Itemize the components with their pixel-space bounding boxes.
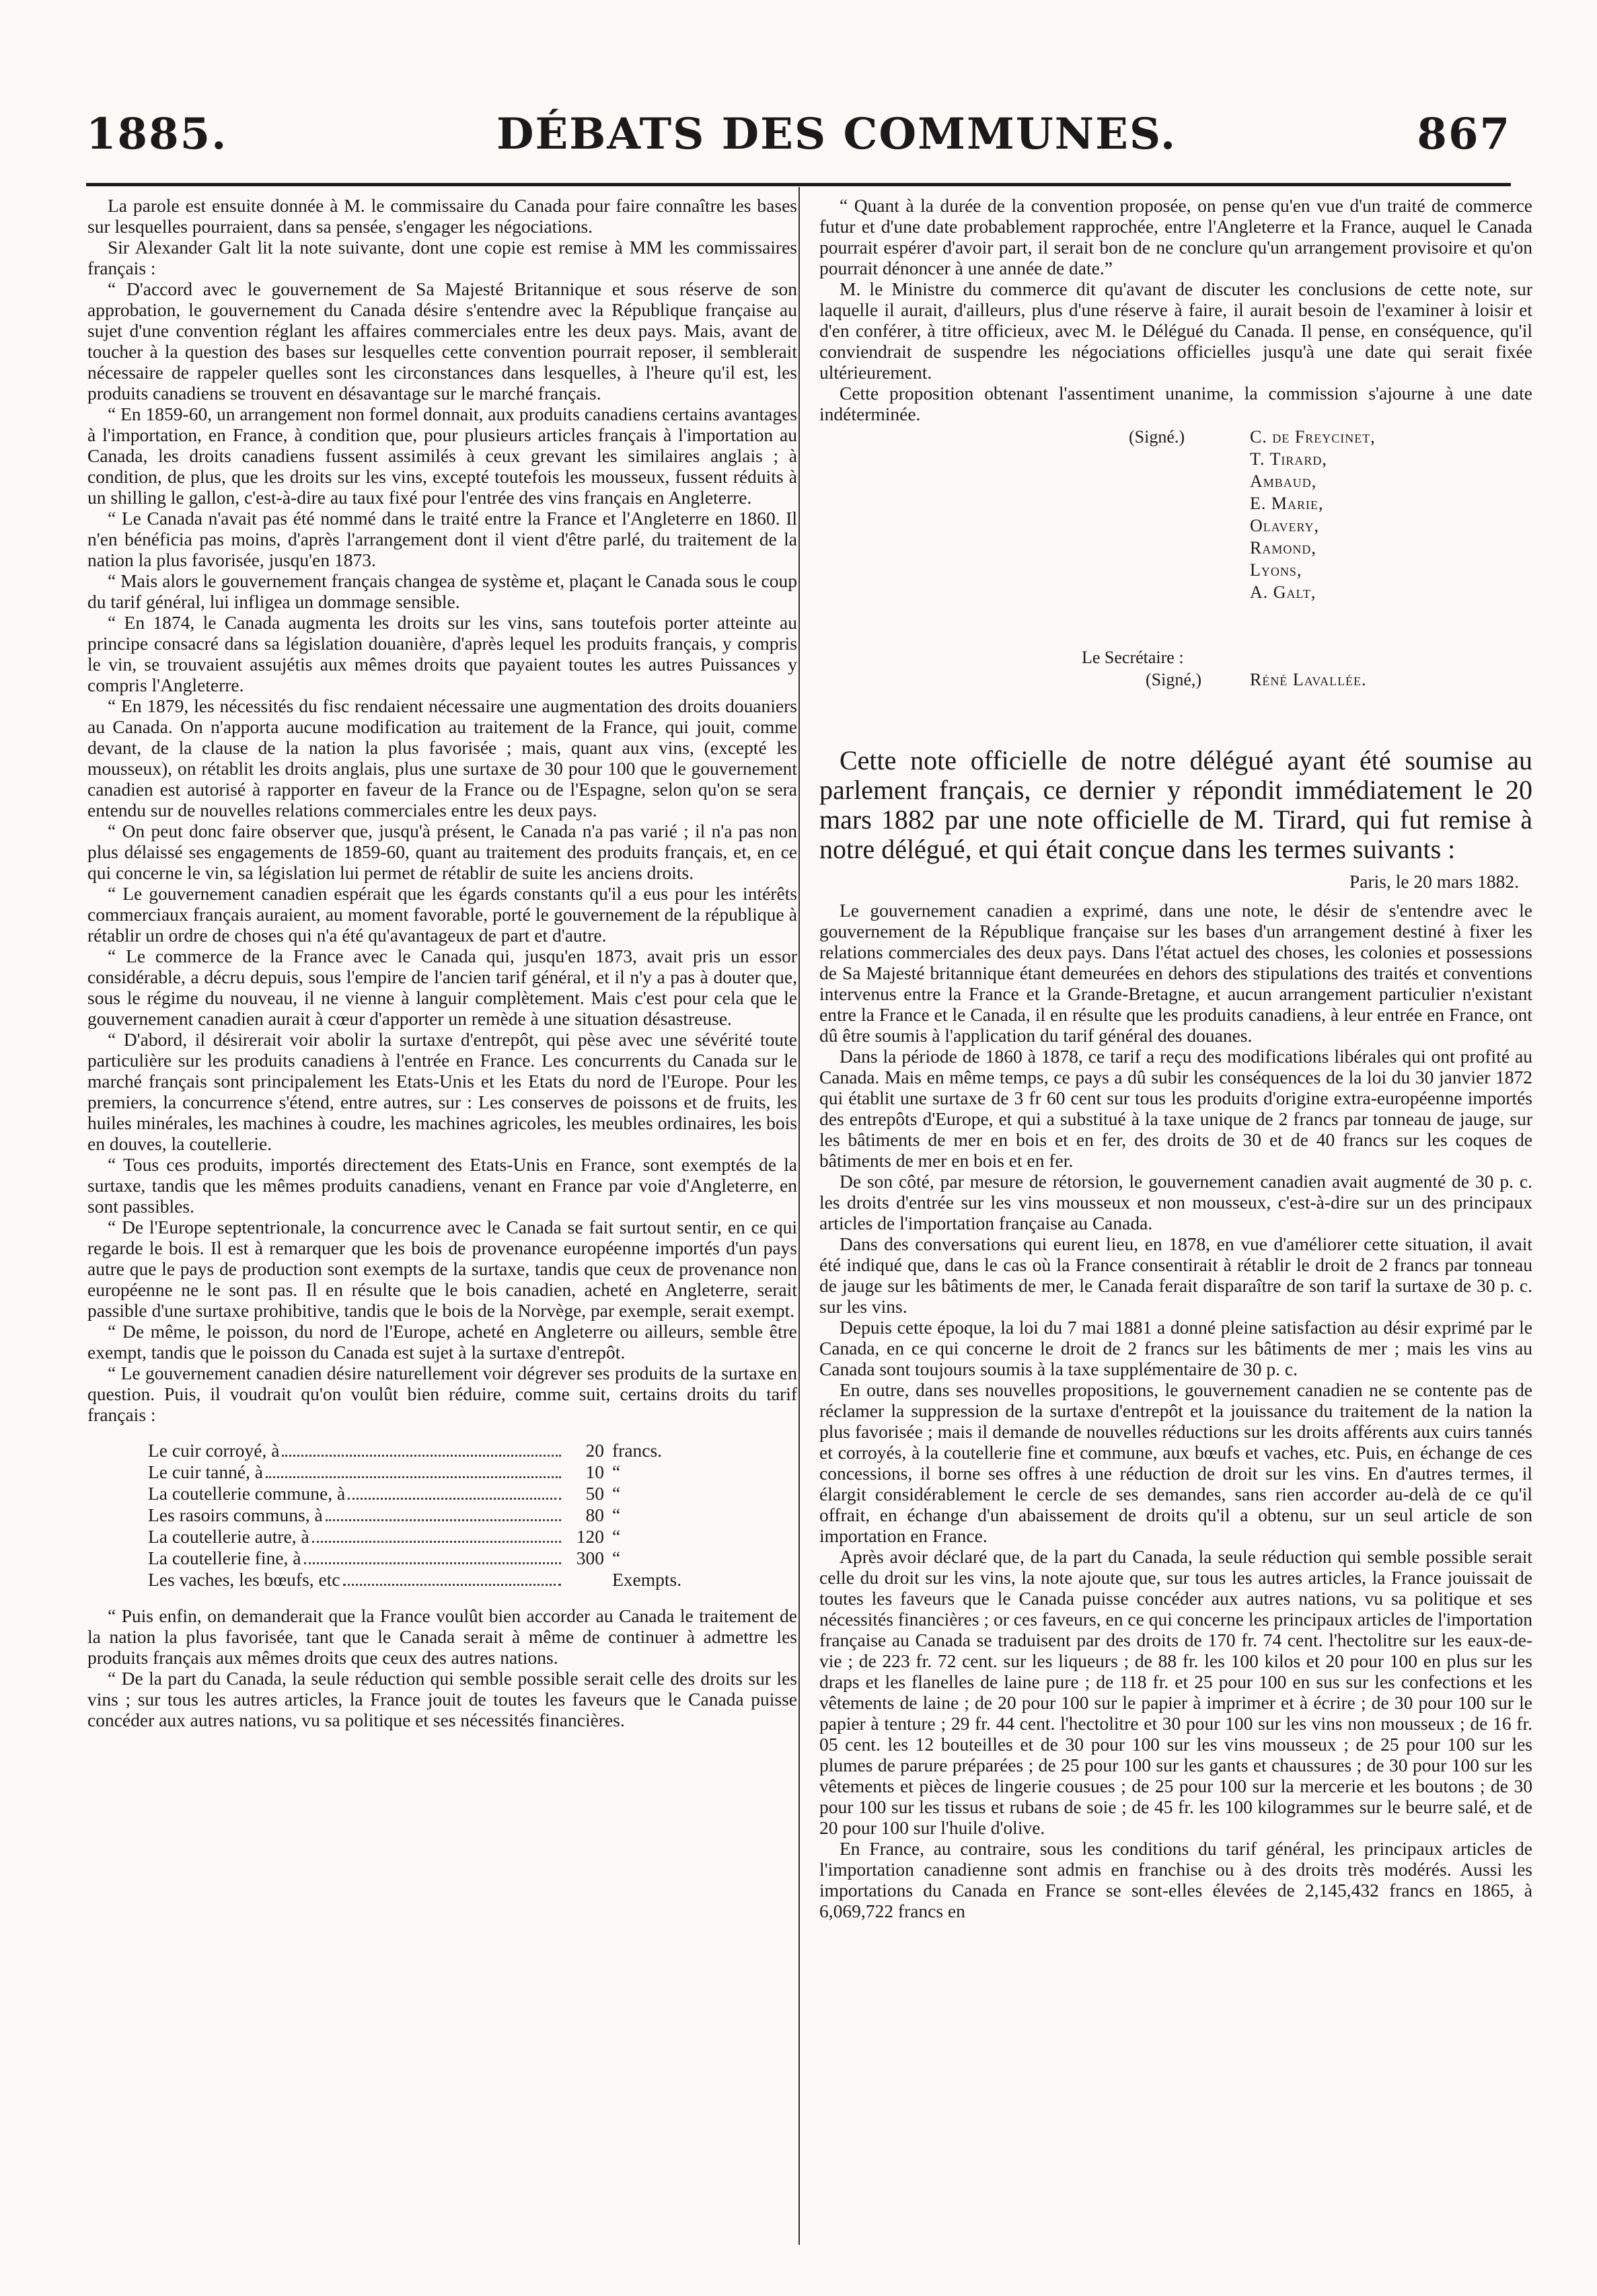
signatory-name: C. de Freycinet, xyxy=(1250,427,1376,447)
secretary-label: Le Secrétaire : xyxy=(1082,648,1184,667)
tariff-table xyxy=(148,1440,693,1591)
tariff-label: Les rasoirs communs, à xyxy=(148,1504,323,1525)
column-divider xyxy=(798,187,800,2245)
tariff-unit: “ xyxy=(612,1504,621,1525)
paragraph: “ De la part du Canada, la seule réduction qui semble possible serait celle des droits sur les vins ; sur tous les autres articles, la France jouit de toutes les faveurs que le Canada puisse concéder aux autres nations, vu sa politique et ses nécessités financières. xyxy=(87,1668,797,1730)
paragraph: “ D'accord avec le gouvernement de Sa Majesté Britannique et sous réserve de son approbation, le gouvernement du Canada désire s'entendre avec la République française au sujet d'une convention réglant les affaires commerciales entre les deux pays. Mais, avant de toucher à la question des bases sur lesquelles cette convention pourrait reposer, il semblerait nécessaire de rappeler quelles sont les circonstances dans lesquelles, à l'heure qu'il est, les produits canadiens se trouvent en désavantage sur le marché français. xyxy=(87,278,797,404)
tariff-label: Le cuir corroyé, à xyxy=(148,1440,280,1461)
paragraph: La parole est ensuite donnée à M. le commissaire du Canada pour faire connaître les bases sur lesquelles pourraient, dans sa pensée, s'engager les négociations. xyxy=(87,195,797,237)
tariff-unit: francs. xyxy=(612,1440,663,1461)
paragraph: “ Le gouvernement canadien espérait que les égards constants qu'il a eus pour les intérêts commerciaux français auraient, au moment favorable, porté le gouvernement de la république à rétablir un ordre de choses qui n'a été qu'avantageux de part et d'autre. xyxy=(87,883,797,946)
leader-dots xyxy=(326,1519,561,1521)
paragraph: “ En 1879, les nécessités du fisc rendaient nécessaire une augmentation des droits douaniers au Canada. On n'apporta aucune modification au traitement de la France, qui jouit, comme devant, de la clause de la nation la plus favorisée ; mais, quant aux vins, (excepté les mousseux), on rétablit les droits anglais, plus une surtaxe de 30 pour 100 que le gouvernement canadien est autorisé à rapporter en faveur de la France ou de l'Espagne, selon qu'on se sera entendu sur de nouvelles relations commerciales entre les deux pays. xyxy=(87,695,797,820)
tariff-unit: “ xyxy=(612,1461,621,1482)
signatory-name: Ambaud, xyxy=(1250,471,1317,491)
header-year: 1885. xyxy=(86,109,228,159)
paragraph: “ En 1874, le Canada augmenta les droits sur les vins, sans toutefois porter atteinte au principe consacré dans sa législation douanière, d'après lequel les produits français, y compris le vin, se trouvaient assujétis aux mêmes droits que payaient toutes les autres Puissances y compris l'Angleterre. xyxy=(87,612,797,695)
paragraph: Cette proposition obtenant l'assentiment unanime, la commission s'ajourne à une date indéterminée. xyxy=(819,383,1532,424)
paragraph: “ On peut donc faire observer que, jusqu'à présent, le Canada n'a pas varié ; il n'a pas non plus délaissé ses engagements de 1859-60, quant au traitement des produits français, et, en ce qui concerne le vin, sa législation lui permet de rétablir de suite les anciens droits. xyxy=(87,820,797,883)
paragraph: “ Le gouvernement canadien désire naturellement voir dégrever ses produits de la surtaxe en question. Puis, il voudrait qu'on voulût bien réduire, comme suit, certains droits du tarif français : xyxy=(87,1363,797,1425)
leader-dots xyxy=(304,1562,561,1564)
tariff-label: Les vaches, les bœufs, etc xyxy=(148,1569,340,1590)
left-column xyxy=(87,195,797,2266)
leader-dots xyxy=(282,1455,561,1457)
leader-dots xyxy=(348,1498,561,1500)
paragraph: “ Quant à la durée de la convention proposée, on pense qu'en vue d'un traité de commerce futur et d'une date probablement rapprochée, entre l'Angleterre et la France, auquel le Canada pourrait espérer d'avoir part, il serait bon de ne conclure qu'un arrangement provisoire et qu'on pourrait dénoncer à une année de date.” xyxy=(819,195,1532,278)
signatory-name: A. Galt, xyxy=(1250,582,1316,602)
paragraph: “ En 1859-60, un arrangement non formel donnait, aux produits canadiens certains avantages à l'importation, en France, à condition que, pour plusieurs articles français à l'importation au Canada, les droits canadiens fussent assimilés à ceux grevant les similaires anglais ; à condition, de plus, que les droits sur les vins, excepté toutefois les mousseux, fussent réduits à un shilling le gallon, c'est-à-dire au taux fixé pour l'entrée des vins français en Angleterre. xyxy=(87,404,797,508)
signed-label: (Signé,) xyxy=(1146,670,1202,689)
paragraph: En France, au contraire, sous les conditions du tarif général, les principaux articles de l'importation canadienne sont admis en franchise ou à des droits très modérés. Aussi les importations du Canada en France se sont-elles élevées de 2,145,432 francs en 1865, à 6,069,722 francs en xyxy=(819,1838,1532,1921)
tariff-label: La coutellerie commune, à xyxy=(148,1483,346,1504)
paragraph: Sir Alexander Galt lit la note suivante, dont une copie est remise à MM les commissaires français : xyxy=(87,237,797,278)
paragraph: “ D'abord, il désirerait voir abolir la surtaxe d'entrepôt, qui pèse avec une sévérité toute particulière sur les produits canadiens à l'entrée en France. Les concurrents du Canada sur le marché français sont principalement les Etats-Unis et les Etats du nord de l'Europe. Pour les premiers, la concurrence s'étend, entre autres, sur : Les conserves de poissons et de fruits, les huiles minérales, les machines à coudre, les machines agricoles, les meubles ordinaires, les bois en douves, la coutellerie. xyxy=(87,1029,797,1154)
paragraph: “ Le commerce de la France avec le Canada qui, jusqu'en 1873, avait pris un essor considérable, a décru depuis, sous l'empire de l'ancien tarif général, et il n'y a pas à douter que, sous le régime du nouveau, il ne vienne à languir complètement. Mais c'est pour cela que le gouvernement canadien aurait à cœur d'apporter un remède à une situation désastreuse. xyxy=(87,946,797,1029)
tariff-row xyxy=(148,1483,693,1504)
tariff-row xyxy=(148,1547,693,1569)
paragraph: “ Mais alors le gouvernement français changea de système et, plaçant le Canada sous le coup du tarif général, lui infligea un dommage sensible. xyxy=(87,570,797,612)
tariff-row xyxy=(148,1526,693,1547)
header-page-number: 867 xyxy=(1417,109,1511,159)
right-column xyxy=(819,195,1532,2266)
tariff-unit: “ xyxy=(612,1526,621,1547)
signatory-name: Ramond, xyxy=(1250,538,1316,558)
tariff-label: La coutellerie autre, à xyxy=(148,1526,309,1547)
paragraph: “ Le Canada n'avait pas été nommé dans le traité entre la France et l'Angleterre en 1860. Il n'en bénéficia pas moins, d'après l'arrangement dont il vient d'être parlé, du traitement de la nation la plus favorisée, jusqu'en 1873. xyxy=(87,508,797,570)
tariff-value: 10 xyxy=(585,1461,604,1482)
paragraph: De son côté, par mesure de rétorsion, le gouvernement canadien avait augmenté de 30 p. c. les droits d'entrée sur les vins mousseux et non mousseux, c'est-à-dire sur un des principaux articles de l'importation française au Canada. xyxy=(819,1171,1532,1233)
leader-dots xyxy=(343,1584,561,1586)
signed-label: (Signé.) xyxy=(1129,427,1185,447)
paragraph: Le gouvernement canadien a exprimé, dans une note, le désir de s'entendre avec le gouvernement de la République française sur les bases d'un arrangement destiné à fixer les relations commerciales des deux pays. Dans l'état actuel des choses, les colonies et possessions de Sa Majesté britannique étant demeurées en dehors des stipulations des traités et conventions intervenus entre la France et la Grande-Bretagne, et aucun arrangement particulier n'existant entre la France et le Canada, il en résulte que les produits canadiens, à leur entrée en France, ont dû être soumis à l'application du tarif général des douanes. xyxy=(819,900,1532,1046)
tariff-row xyxy=(148,1440,693,1461)
tariff-row xyxy=(148,1461,693,1483)
paragraph: Après avoir déclaré que, de la part du Canada, la seule réduction qui semble possible serait celle du droit sur les vins, la note ajoute que, sur tous les autres articles, la France jouissait de toutes les faveurs que le Canada puisse concéder aux autres nations, vu sa politique et ses nécessités financières ; or ces faveurs, en ce qui concerne les principaux articles de l'importation française au Canada se traduisent par des droits de 170 fr. 74 cent. l'hectolitre sur les eaux-de-vie ; de 223 fr. 72 cent. sur les liqueurs ; de 88 fr. les 100 kilos et 20 pour 100 en plus sur les draps et les flanelles de laine pure ; de 118 fr. et 25 pour 100 en sus sur les confections et les vêtements de laine ; de 20 pour 100 sur le papier à imprimer et à écrire ; de 30 pour 100 sur le papier à tenture ; 29 fr. 44 cent. l'hectolitre et 30 pour 100 sur les vins non mousseux ; de 16 fr. 05 cent. les 12 bouteilles et de 30 pour 100 sur les vins mousseux ; de 25 pour 100 sur les plumes de parure préparées ; de 25 pour 100 sur les gants et chaussures ; de 30 pour 100 sur les vêtements et pièces de lingerie cousues ; de 25 pour 100 sur la mercerie et les boutons ; de 30 pour 100 sur les tissus et rubans de soie ; de 45 fr. les 100 kilogrammes sur le beurre salé, et de 20 pour 100 sur l'huile d'olive. xyxy=(819,1546,1532,1838)
tariff-value: 300 xyxy=(576,1547,604,1568)
header-title: DÉBATS DES COMMUNES. xyxy=(496,109,1177,159)
tariff-value: 20 xyxy=(585,1440,604,1461)
header-rule xyxy=(86,183,1511,186)
paragraph: “ De l'Europe septentrionale, la concurrence avec le Canada se fait surtout sentir, en ce qui regarde le bois. Il est à remarquer que les bois de provenance européenne importés d'un pays autre que le pays de production sont exempts de la surtaxe, tandis que ceux de provenance non européenne ne le sont pas. Il en résulte que le bois canadien, acheté en Angleterre, serait passible d'une surtaxe prohibitive, tandis que le bois de la Norvège, par exemple, serait exempt. xyxy=(87,1217,797,1321)
paragraph: “ De même, le poisson, du nord de l'Europe, acheté en Angleterre ou ailleurs, semble être exempt, tandis que le poisson du Canada est sujet à la surtaxe d'entrepôt. xyxy=(87,1321,797,1363)
paragraph: M. le Ministre du commerce dit qu'avant de discuter les conclusions de cette note, sur laquelle il aurait, d'ailleurs, plus d'une réserve à faire, il aurait besoin de l'examiner à loisir et d'en conférer, à titre officieux, avec M. le Délégué du Canada. Il pense, en conséquence, qu'il conviendrait de suspendre les négociations officielles jusqu'à une date qui serait fixée ultérieurement. xyxy=(819,278,1532,383)
paragraph: Depuis cette époque, la loi du 7 mai 1881 a donné pleine satisfaction au désir exprimé par le Canada, en ce qui concerne le droit de 2 francs sur les bâtiments de mer ; mais les vins au Canada sont toujours soumis à la taxe supplémentaire de 30 p. c. xyxy=(819,1317,1532,1379)
secretary-name: Réné Lavallée. xyxy=(1250,670,1367,689)
paragraph: Dans la période de 1860 à 1878, ce tarif a reçu des modifications libérales qui ont profité au Canada. Mais en même temps, ce pays a dû subir les conséquences de la loi du 30 janvier 1872 qui établit une surtaxe de 3 fr 60 cent sur tous les produits d'origine extra-européenne importés des entrepôts d'Europe, et qui a substitué à la taxe unique de 2 francs par tonneau de jauge, sur les bâtiments de mer en bois et en fer, des droits de 30 et de 40 francs sur les coques de bâtiments de mer en bois et en fer. xyxy=(819,1046,1532,1171)
paragraph: “ Tous ces produits, importés directement des Etats-Unis en France, sont exemptés de la surtaxe, tandis que les mêmes produits canadiens, venant en France par voie d'Angleterre, en sont passibles. xyxy=(87,1154,797,1217)
tariff-label: La coutellerie fine, à xyxy=(148,1547,301,1568)
signatory-list xyxy=(1250,426,1376,603)
tariff-value: 80 xyxy=(585,1504,604,1525)
signatory-name: E. Marie, xyxy=(1250,494,1324,513)
tariff-unit: Exempts. xyxy=(612,1569,682,1590)
large-paragraph: Cette note officielle de notre délégué ayant été soumise au parlement français, ce dernier y répondit immédiatement le 20 mars 1882 par une note officielle de M. Tirard, qui fut remise à notre délégué, et qui était conçue dans les termes suivants : xyxy=(819,745,1532,864)
leader-dots xyxy=(312,1541,561,1543)
tariff-unit: “ xyxy=(612,1483,621,1504)
paragraph: Dans des conversations qui eurent lieu, en 1878, en vue d'améliorer cette situation, il avait été indiqué que, dans le cas où la France consentirait à rétablir le droit de 2 francs par tonneau de jauge sur les bâtiments de mer, le Canada ferait disparaître de son tarif la surtaxe de 30 p. c. sur les vins. xyxy=(819,1233,1532,1317)
page-header xyxy=(86,108,1511,175)
tariff-row xyxy=(148,1569,693,1591)
leader-dots xyxy=(266,1476,561,1478)
signatory-name: Lyons, xyxy=(1250,560,1302,580)
paragraph: “ Puis enfin, on demanderait que la France voulût bien accorder au Canada le traitement de la nation la plus favorisée, tant que le Canada serait à même de continuer à admettre les produits français aux mêmes droits que ceux des autres nations. xyxy=(87,1605,797,1668)
dateline: Paris, le 20 mars 1882. xyxy=(1349,871,1519,892)
tariff-label: Le cuir tanné, à xyxy=(148,1461,264,1482)
tariff-row xyxy=(148,1504,693,1526)
signatory-name: T. Tirard, xyxy=(1250,449,1327,469)
signature-block xyxy=(819,424,1532,740)
tariff-unit: “ xyxy=(612,1547,621,1568)
signatory-name: Olavery, xyxy=(1250,516,1319,535)
tariff-value: 120 xyxy=(576,1526,604,1547)
paragraph: En outre, dans ses nouvelles propositions, le gouvernement canadien ne se contente pas de réclamer la suppression de la surtaxe d'entrepôt et la jouissance du traitement de la nation la plus favorisée ; mais il demande de nouvelles réductions sur les droits afférents aux cuirs tannés et corroyés, à la coutellerie fine et commune, aux bœufs et vaches, etc. Puis, en échange de ces concessions, il borne ses offres à une réduction de droit sur les vins. En d'autres termes, il élargit considérablement le cercle de ses demandes, sans rien accorder au-delà de ce qu'il offrait, en échange d'un abaissement de droits qu'il a obtenu, sur un seul article de son importation en France. xyxy=(819,1379,1532,1546)
tariff-value: 50 xyxy=(585,1483,604,1504)
